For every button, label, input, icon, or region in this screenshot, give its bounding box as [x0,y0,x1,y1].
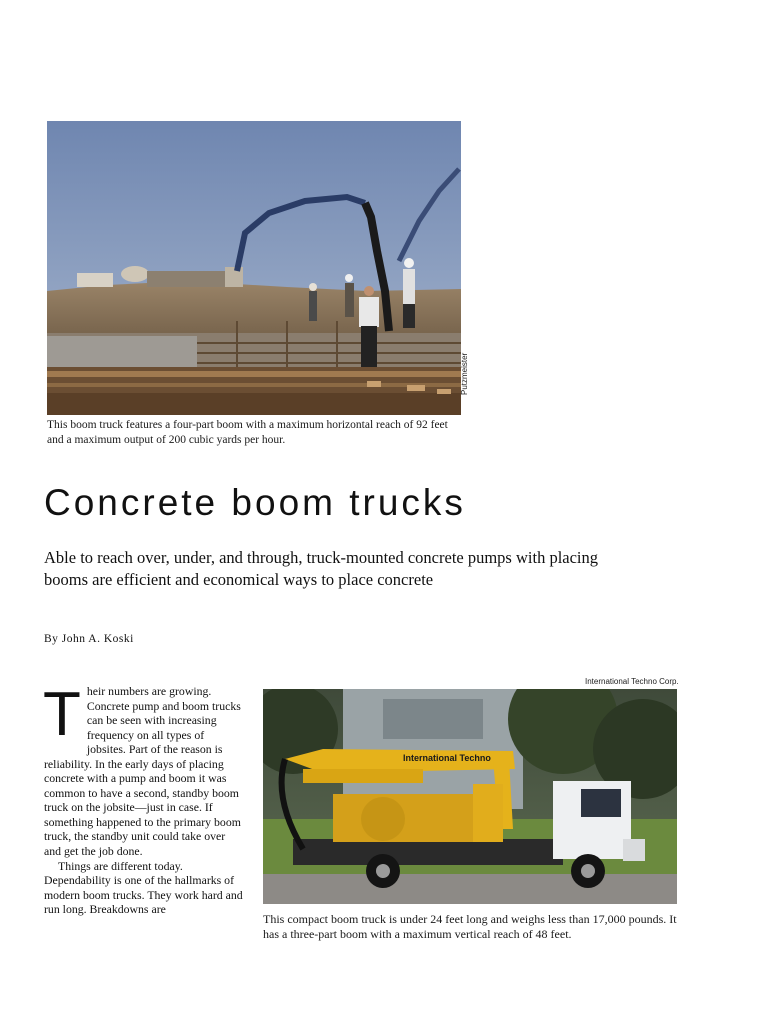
photo-caption: This compact boom truck is under 24 feet long and weighs less than 17,000 pounds. It has a three-part boom with a maximum vertical reach of 48 feet. [263,912,677,941]
drop-cap: T [43,680,81,749]
photo-credit: Putzmeister [460,352,469,395]
byline: By John A. Koski [44,633,134,645]
paragraph: heir numbers are growing. Concrete pump and boom trucks can be seen with increasing frequency on all types of jobsites. Part of the reason is reliability. In the early days of placing concrete with a pump and boom it was common to have a second, standby boom truck on the jobsite—just in case. If something happened to the primary boom truck, the standby unit could take over and get the job done. [44,684,241,859]
article-title: Concrete boom trucks [44,482,466,523]
body-text [43,680,244,917]
boom-truck-photo [47,121,461,415]
paragraph: Things are different today. Dependability is one of the hallmarks of modern boom trucks. They work hard and run long. Breakdowns are [44,858,243,917]
truck-brand-label: International Techno [403,753,491,763]
article-subtitle: Able to reach over, under, and through, truck-mounted concrete pumps with placing booms are efficient and economical ways to place concrete [44,548,599,589]
photo-caption: This boom truck features a four-part boom with a maximum horizontal reach of 92 feet and a maximum output of 200 cubic yards per hour. [47,419,448,446]
compact-boom-truck-photo [263,689,677,904]
photo-credit: International Techno Corp. [585,677,679,686]
